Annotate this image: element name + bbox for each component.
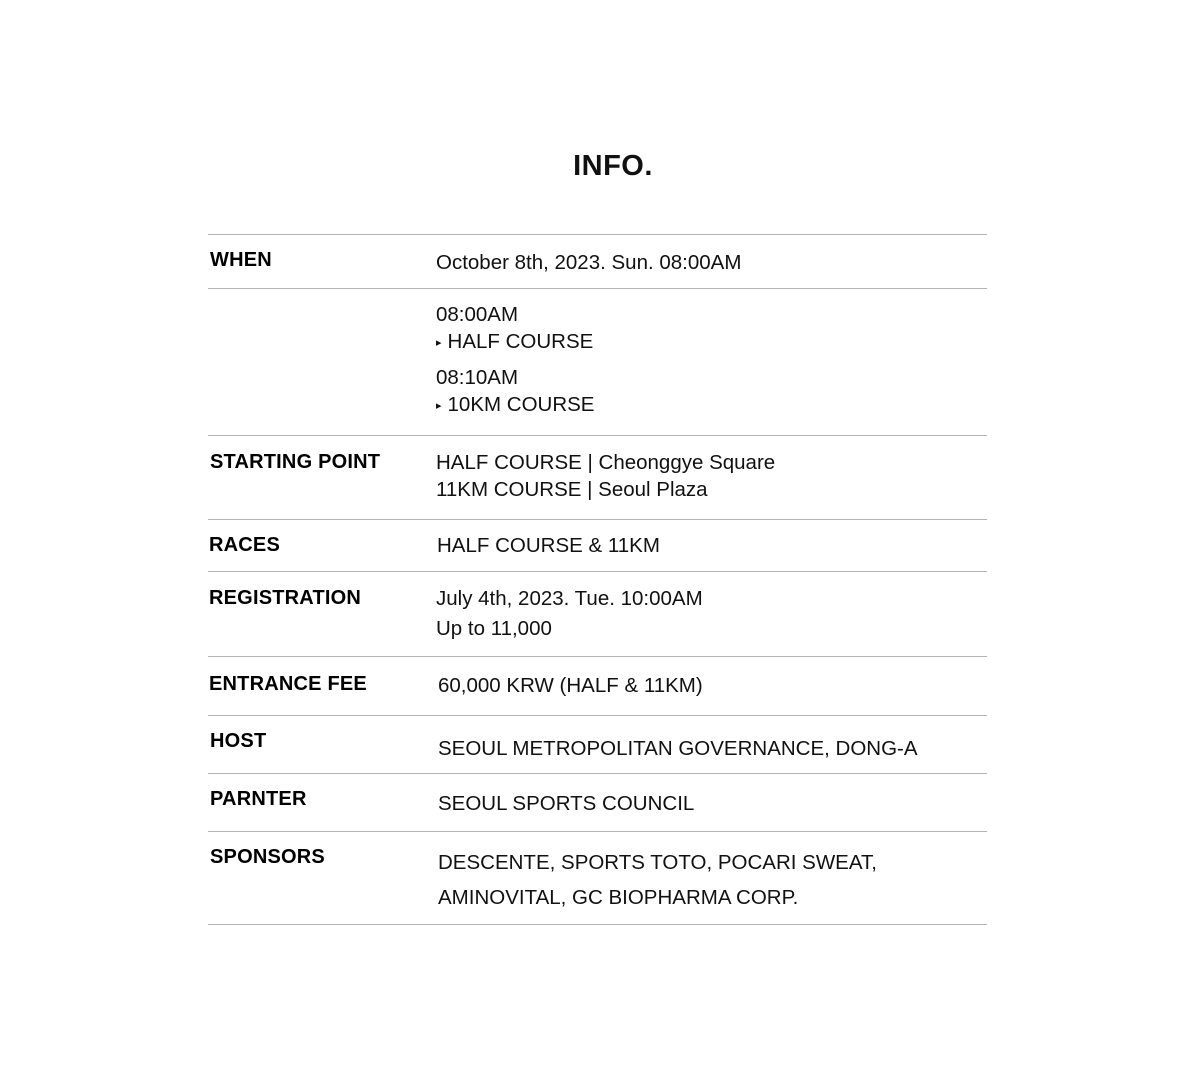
info-value-when: October 8th, 2023. Sun. 08:00AM bbox=[436, 251, 742, 274]
starting-point-line: 11KM COURSE | Seoul Plaza bbox=[436, 478, 708, 501]
schedule-course bbox=[436, 391, 595, 420]
info-label-entrance-fee: ENTRANCE FEE bbox=[209, 673, 367, 695]
schedule-item bbox=[436, 364, 595, 420]
triangle-bullet-icon: ▸ bbox=[436, 337, 442, 349]
info-row-sponsors bbox=[208, 832, 987, 925]
info-label-races: RACES bbox=[209, 534, 281, 556]
info-label-registration: REGISTRATION bbox=[209, 587, 362, 609]
schedule-time: 08:10AM bbox=[436, 366, 519, 389]
info-value-partner: SEOUL SPORTS COUNCIL bbox=[438, 792, 695, 815]
schedule-course bbox=[436, 328, 593, 357]
info-row-entrance-fee bbox=[208, 657, 987, 716]
schedule-time: 08:00AM bbox=[436, 303, 519, 326]
page-title: INFO. bbox=[573, 150, 653, 182]
info-label-partner: PARNTER bbox=[210, 788, 307, 810]
triangle-bullet-icon: ▸ bbox=[436, 400, 442, 412]
info-value-sponsors bbox=[438, 845, 877, 915]
info-row-races bbox=[208, 520, 987, 572]
sponsors-line: AMINOVITAL, GC BIOPHARMA CORP. bbox=[438, 886, 799, 909]
info-value-races: HALF COURSE & 11KM bbox=[437, 534, 660, 557]
info-label-sponsors: SPONSORS bbox=[210, 846, 325, 868]
info-label-host: HOST bbox=[210, 730, 267, 752]
schedule-item bbox=[436, 301, 593, 357]
info-value-entrance-fee: 60,000 KRW (HALF & 11KM) bbox=[438, 674, 703, 697]
info-value-host: SEOUL METROPOLITAN GOVERNANCE, DONG-A bbox=[438, 737, 918, 760]
info-row-schedule bbox=[208, 289, 987, 436]
registration-line: July 4th, 2023. Tue. 10:00AM bbox=[436, 587, 703, 610]
registration-line: Up to 11,000 bbox=[436, 617, 552, 640]
info-label-starting-point: STARTING POINT bbox=[210, 451, 381, 473]
info-table bbox=[208, 234, 987, 925]
info-value-registration bbox=[436, 584, 703, 644]
starting-point-line: HALF COURSE | Cheonggye Square bbox=[436, 451, 776, 474]
info-row-partner bbox=[208, 774, 987, 832]
sponsors-line: DESCENTE, SPORTS TOTO, POCARI SWEAT, bbox=[438, 851, 877, 874]
info-label-when: WHEN bbox=[210, 249, 272, 271]
info-row-starting-point bbox=[208, 436, 987, 520]
schedule-course-label: 10KM COURSE bbox=[447, 393, 595, 416]
info-row-registration bbox=[208, 572, 987, 657]
info-row-when bbox=[208, 235, 987, 289]
schedule-course-label: HALF COURSE bbox=[447, 330, 594, 353]
info-row-host bbox=[208, 716, 987, 774]
info-value-starting-point bbox=[436, 449, 775, 503]
